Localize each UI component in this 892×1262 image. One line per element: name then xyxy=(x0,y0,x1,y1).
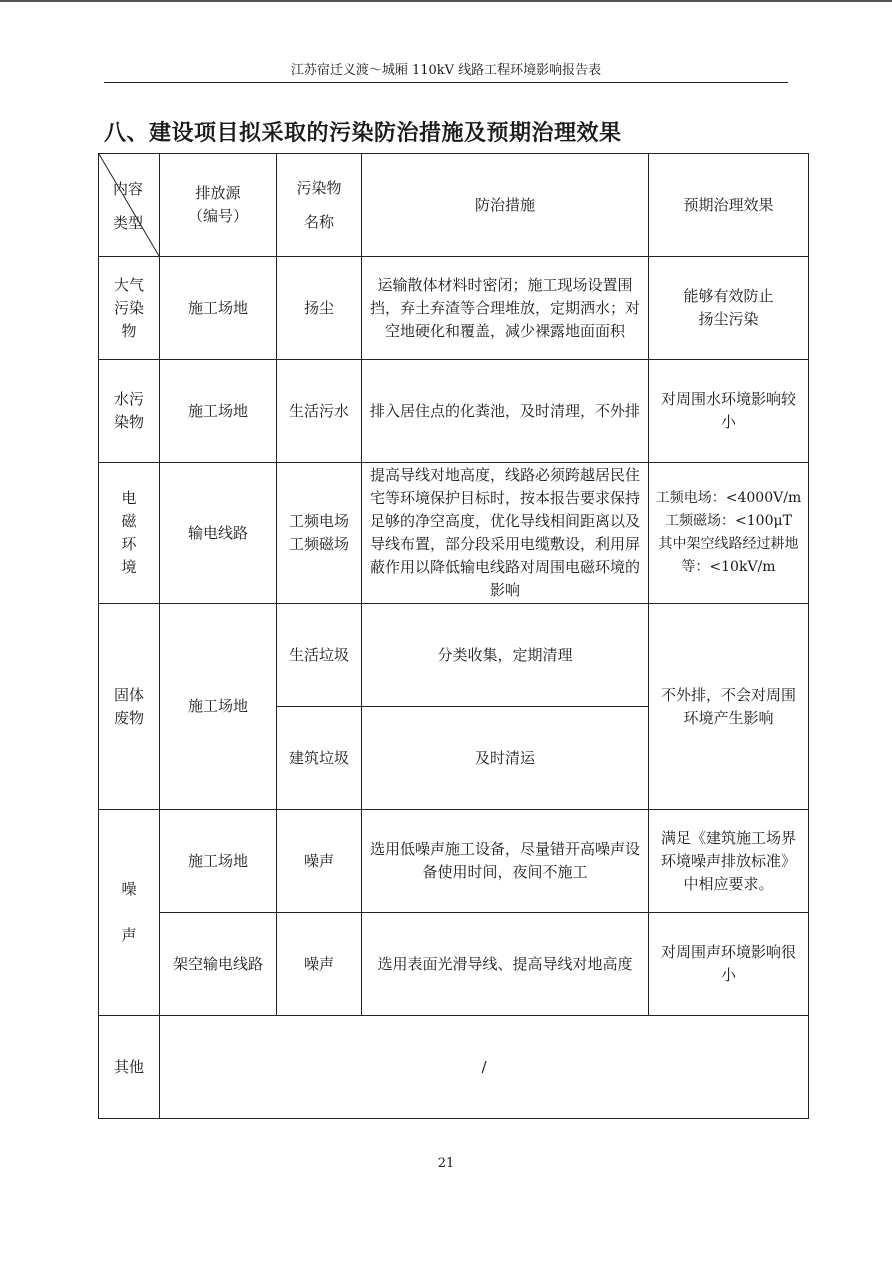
table-row-solid-1 xyxy=(99,604,809,707)
measures-em: 提高导线对地高度，线路必须跨越居民住宅等环境保护目标时，按本报告要求保持足够的净空高度，优化导线相间距离以及导线布置，部分段采用电缆敷设，利用屏蔽作用以降低输电线路对周围电磁环境的影响 xyxy=(362,463,649,604)
source-noise-line: 架空输电线路 xyxy=(160,913,277,1016)
effect-air: 能够有效防止 扬尘污染 xyxy=(649,257,809,360)
measures-noise-site: 选用低噪声施工设备，尽量错开高噪声设备使用时间，夜间不施工 xyxy=(362,810,649,913)
effect-em: 工频电场：<4000V/m 工频磁场：<100μT 其中架空线路经过耕地等：<10kV/m xyxy=(649,463,809,604)
header-content-label: 内容 xyxy=(113,180,144,198)
type-em: 电 磁 环 境 xyxy=(99,463,160,604)
top-border-line xyxy=(0,0,892,2)
table-row-noise-2 xyxy=(99,913,809,1016)
type-solid: 固体 废物 xyxy=(99,604,160,810)
effect-noise-line: 对周围声环境影响很小 xyxy=(649,913,809,1016)
pollution-measures-table xyxy=(98,153,809,1119)
pollutant-noise-line: 噪声 xyxy=(277,913,362,1016)
measures-air: 运输散体材料时密闭；施工现场设置围挡，弃土弃渣等合理堆放，定期洒水；对空地硬化和覆盖，减少裸露地面面积 xyxy=(362,257,649,360)
pollutant-em: 工频电场 工频磁场 xyxy=(277,463,362,604)
pollutant-noise-site: 噪声 xyxy=(277,810,362,913)
type-noise: 噪 声 xyxy=(99,810,160,1016)
table-row-other xyxy=(99,1016,809,1119)
table-header-row xyxy=(99,154,809,257)
source-water: 施工场地 xyxy=(160,360,277,463)
measures-noise-line: 选用表面光滑导线、提高导线对地高度 xyxy=(362,913,649,1016)
measures-solid-construction: 及时清运 xyxy=(362,707,649,810)
pollutant-water: 生活污水 xyxy=(277,360,362,463)
source-air: 施工场地 xyxy=(160,257,277,360)
type-air: 大气 污染 物 xyxy=(99,257,160,360)
pollutant-solid-domestic: 生活垃圾 xyxy=(277,604,362,707)
source-em: 输电线路 xyxy=(160,463,277,604)
running-header: 江苏宿迁义渡～城厢 110kV 线路工程环境影响报告表 xyxy=(290,63,602,78)
pollutant-solid-construction: 建筑垃圾 xyxy=(277,707,362,810)
measures-solid-domestic: 分类收集，定期清理 xyxy=(362,604,649,707)
type-water: 水污 染物 xyxy=(99,360,160,463)
header-source: 排放源 （编号） xyxy=(160,154,277,257)
effect-solid: 不外排，不会对周围环境产生影响 xyxy=(649,604,809,810)
measures-water: 排入居住点的化粪池，及时清理，不外排 xyxy=(362,360,649,463)
diagonal-header-cell xyxy=(99,154,160,257)
header-type-label: 类型 xyxy=(113,214,144,232)
type-other: 其他 xyxy=(99,1016,160,1119)
page-number: 21 xyxy=(437,1156,455,1171)
table-row-noise-1 xyxy=(99,810,809,913)
effect-noise-site: 满足《建筑施工场界环境噪声排放标准》中相应要求。 xyxy=(649,810,809,913)
source-solid: 施工场地 xyxy=(160,604,277,810)
header-pollutant: 污染物 名称 xyxy=(277,154,362,257)
section-title: 八、建设项目拟采取的污染防治措施及预期治理效果 xyxy=(104,121,622,146)
table-row-em xyxy=(99,463,809,604)
diagonal-line xyxy=(99,154,159,256)
effect-water: 对周围水环境影响较小 xyxy=(649,360,809,463)
pollutant-air: 扬尘 xyxy=(277,257,362,360)
table-row-air xyxy=(99,257,809,360)
header-effect: 预期治理效果 xyxy=(649,154,809,257)
table-row-water xyxy=(99,360,809,463)
header-measures: 防治措施 xyxy=(362,154,649,257)
header-rule xyxy=(104,82,788,83)
source-noise-site: 施工场地 xyxy=(160,810,277,913)
value-other: / xyxy=(160,1016,809,1119)
